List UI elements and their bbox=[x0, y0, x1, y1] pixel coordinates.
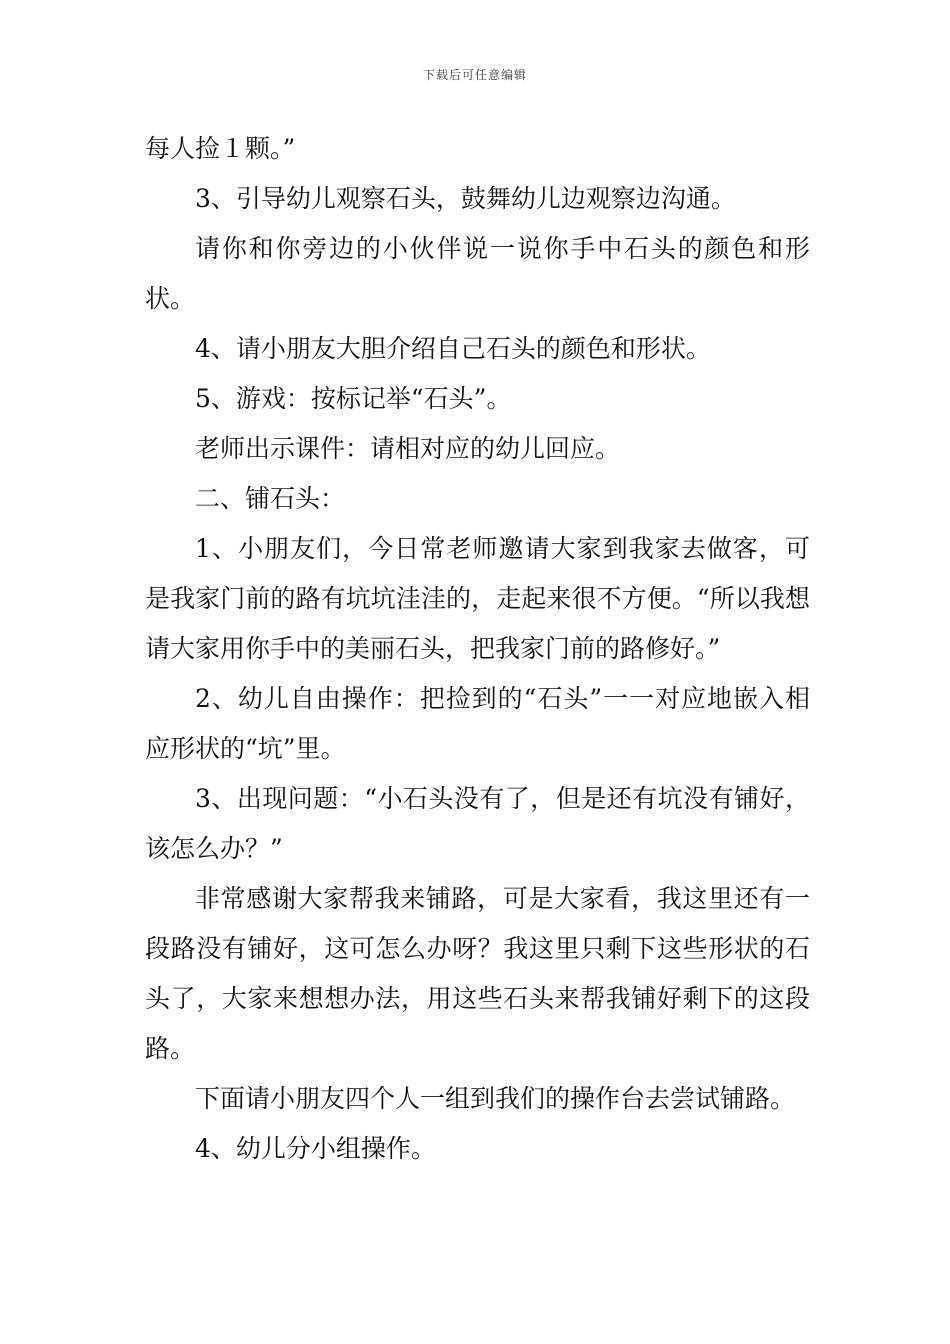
paragraph: 请你和你旁边的小伙伴说一说你手中石头的颜色和形状。 bbox=[145, 234, 810, 313]
paragraph: 4、请小朋友大胆介绍自己石头的颜色和形状。 bbox=[195, 334, 711, 363]
paragraph: 非常感谢大家帮我来铺路，可是大家看，我这里还有一段路没有铺好，这可怎么办呀？我这里只剩下这些形状的石头了，大家来想想办法，用这些石头来帮我铺好剩下的这段路。 bbox=[145, 884, 810, 1063]
document-body bbox=[145, 124, 810, 1174]
paragraph: 1、小朋友们，今日常老师邀请大家到我家去做客，可是我家门前的路有坑坑洼洼的，走起来很不方便。“所以我想请大家用你手中的美丽石头，把我家门前的路修好。” bbox=[145, 534, 810, 663]
paragraph: 每人捡１颗。” bbox=[145, 134, 296, 163]
paragraph: 2、幼儿自由操作：把捡到的“石头”一一对应地嵌入相应形状的“坑”里。 bbox=[145, 684, 810, 763]
paragraph: 5、游戏：按标记举“石头”。 bbox=[195, 384, 512, 413]
paragraph: 3、出现问题：“小石头没有了，但是还有坑没有铺好，该怎么办？” bbox=[145, 784, 810, 863]
paragraph: 下面请小朋友四个人一组到我们的操作台去尝试铺路。 bbox=[195, 1084, 796, 1113]
paragraph: 3、引导幼儿观察石头，鼓舞幼儿边观察边沟通。 bbox=[195, 184, 736, 213]
page-header: 下载后可任意编辑 bbox=[422, 68, 527, 82]
paragraph: 4、幼儿分小组操作。 bbox=[195, 1134, 436, 1163]
paragraph: 二、铺石头： bbox=[195, 484, 346, 513]
paragraph: 老师出示课件：请相对应的幼儿回应。 bbox=[195, 434, 621, 463]
